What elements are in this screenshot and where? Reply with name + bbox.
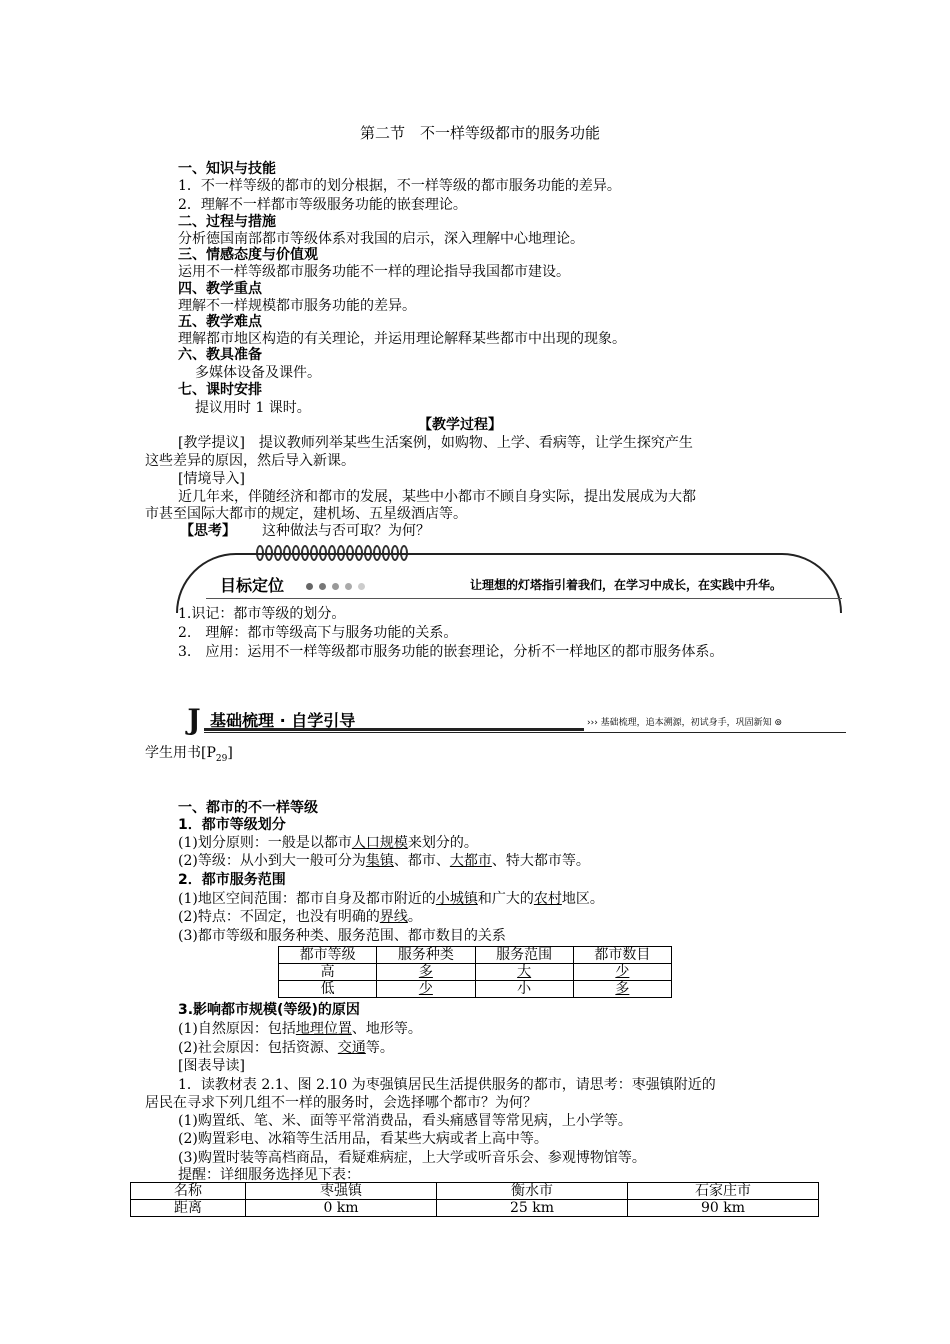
goal-item: 3. 应用：运用不一样等级都市服务功能的嵌套理论，分析不一样地区的都市服务体系。 (178, 644, 724, 660)
table-header: 服务种类 (377, 947, 475, 964)
goal-item: 1.识记：都市等级的划分。 (178, 606, 346, 622)
text-line: 市甚至国际大都市的规定，建机场、五星级酒店等。 (145, 506, 467, 522)
text-line: 提醒：详细服务选择见下表： (178, 1167, 360, 1183)
text-line: 1．读教材表 2.1、图 2.10 为枣强镇居民生活提供服务的都市，请思考：枣强镇附近的 (178, 1077, 716, 1093)
heading-difficulty: 五、教学难点 (178, 314, 262, 330)
table-cell: 多 (377, 964, 475, 981)
text-line: (3)购置时装等高档商品，看疑难病症，上大学或听音乐会、参观博物馆等。 (178, 1150, 646, 1166)
heading-focus: 四、教学重点 (178, 281, 262, 297)
review-banner (182, 704, 846, 740)
text-line: 这些差异的原因，然后导入新课。 (145, 453, 355, 469)
table-row (279, 981, 672, 998)
text-line: 近几年来，伴随经济和都市的发展，某些中小都市不顾自身实际，提出发展成为大都 (178, 489, 696, 505)
banner-logo: J (187, 703, 201, 736)
text-line: 理解不一样规模都市服务功能的差异。 (178, 298, 416, 314)
subheading-level-division: 1．都市等级划分 (178, 817, 286, 833)
think-label: 【思考】 (180, 523, 236, 539)
table-cell: 90 km (628, 1200, 819, 1217)
table-row (279, 964, 672, 981)
table-cell: 距离 (131, 1200, 246, 1217)
text-line: 1．不一样等级的都市的划分根据，不一样等级的都市服务功能的差异。 (178, 178, 621, 194)
table-header: 枣强镇 (246, 1183, 437, 1200)
heading-knowledge: 一、知识与技能 (178, 161, 276, 177)
text-line: (2)社会原因：包括资源、交通等。 (178, 1040, 394, 1056)
text-line: (2)特点：不固定，也没有明确的界线。 (178, 909, 422, 925)
banner-underline (206, 598, 842, 599)
page-title: 第二节 不一样等级都市的服务功能 (360, 124, 601, 142)
goal-item: 2. 理解：都市等级高下与服务功能的关系。 (178, 625, 458, 641)
text-line: (1)地区空间范围：都市自身及都市附近的小城镇和广大的农村地区。 (178, 891, 604, 907)
text-line: 分析德国南部都市等级体系对我国的启示，深入理解中心地理论。 (178, 231, 584, 247)
text-line: [教学提议] 提议教师列举某些生活案例，如购物、上学、看病等，让学生探究产生 (178, 435, 693, 451)
heading-teaching-process: 【教学过程】 (418, 417, 502, 433)
table-cell: 25 km (437, 1200, 628, 1217)
table-header: 都市等级 (279, 947, 377, 964)
text-line: 2．理解不一样都市等级服务功能的嵌套理论。 (178, 197, 467, 213)
text-line: [情境导入] (178, 471, 245, 487)
text-line: (1)购置纸、笔、米、面等平常消费品，看头痛感冒等常见病，上小学等。 (178, 1113, 632, 1129)
table-header-row (279, 947, 672, 964)
table-header: 服务范围 (475, 947, 573, 964)
table-cell: 高 (279, 964, 377, 981)
book-reference: 学生用书$[P_{29}]$ (145, 745, 233, 764)
text-line: (1)自然原因：包括地理位置、地形等。 (178, 1021, 422, 1037)
table-header: 名称 (131, 1183, 246, 1200)
banner-rule (204, 732, 846, 733)
progress-dots (306, 578, 371, 594)
think-text: 这种做法与否可取？为何？ (262, 523, 430, 539)
table-header: 衡水市 (437, 1183, 628, 1200)
heading-city-levels: 一、都市的不一样等级 (178, 800, 318, 816)
text-line: 居民在寻求下列几组不一样的服务时，会选择哪个都市？为何？ (145, 1095, 537, 1111)
text-line: 提议用时 1 课时。 (195, 400, 311, 416)
text-line: (1)划分原则：一般是以都市人口规模来划分的。 (178, 835, 478, 851)
banner-tag: ››› 基础梳理，追本溯源，初试身手，巩固新知 ⊚ (587, 718, 783, 728)
banner-motto: 让理想的灯塔指引着我们，在学习中成长，在实践中升华。 (470, 578, 783, 592)
heading-tools: 六、教具准备 (178, 347, 262, 363)
table-cell: 低 (279, 981, 377, 998)
heading-process: 二、过程与措施 (178, 214, 276, 230)
distance-table (130, 1182, 819, 1217)
table-cell: 大 (475, 964, 573, 981)
table-header: 石家庄市 (628, 1183, 819, 1200)
table-row (131, 1200, 819, 1217)
text-line: 理解都市地区构造的有关理论，并运用理论解释某些都市中出现的现象。 (178, 331, 626, 347)
subheading-service-range: 2．都市服务范围 (178, 872, 286, 888)
banner-title: 基础梳理 · 自学引导 (210, 711, 356, 730)
heading-schedule: 七、课时安排 (178, 382, 262, 398)
text-line: (2)等级：从小到大一般可分为集镇、都市、大都市、特大都市等。 (178, 853, 590, 869)
table-cell: 小 (475, 981, 573, 998)
table-header: 都市数目 (573, 947, 671, 964)
table-cell: 少 (573, 964, 671, 981)
table-cell: 多 (573, 981, 671, 998)
city-level-table (278, 946, 672, 998)
text-line: [图表导读] (178, 1058, 245, 1074)
banner-rule-thick (204, 728, 584, 731)
table-header-row (131, 1183, 819, 1200)
table-cell: 0 km (246, 1200, 437, 1217)
table-cell: 少 (377, 981, 475, 998)
banner-title: 目标定位 (220, 576, 285, 595)
text-line: 运用不一样等级都市服务功能不一样的理论指导我国都市建设。 (178, 264, 570, 280)
subheading-scale-factors: 3.影响都市规模(等级)的原因 (178, 1002, 360, 1018)
text-line: (3)都市等级和服务种类、服务范围、都市数目的关系 (178, 928, 506, 944)
text-line: (2)购置彩电、冰箱等生活用品，看某些大病或者上高中等。 (178, 1131, 548, 1147)
text-line: 多媒体设备及课件。 (195, 365, 321, 381)
goal-banner (176, 545, 844, 605)
heading-attitude: 三、情感态度与价值观 (178, 247, 318, 263)
